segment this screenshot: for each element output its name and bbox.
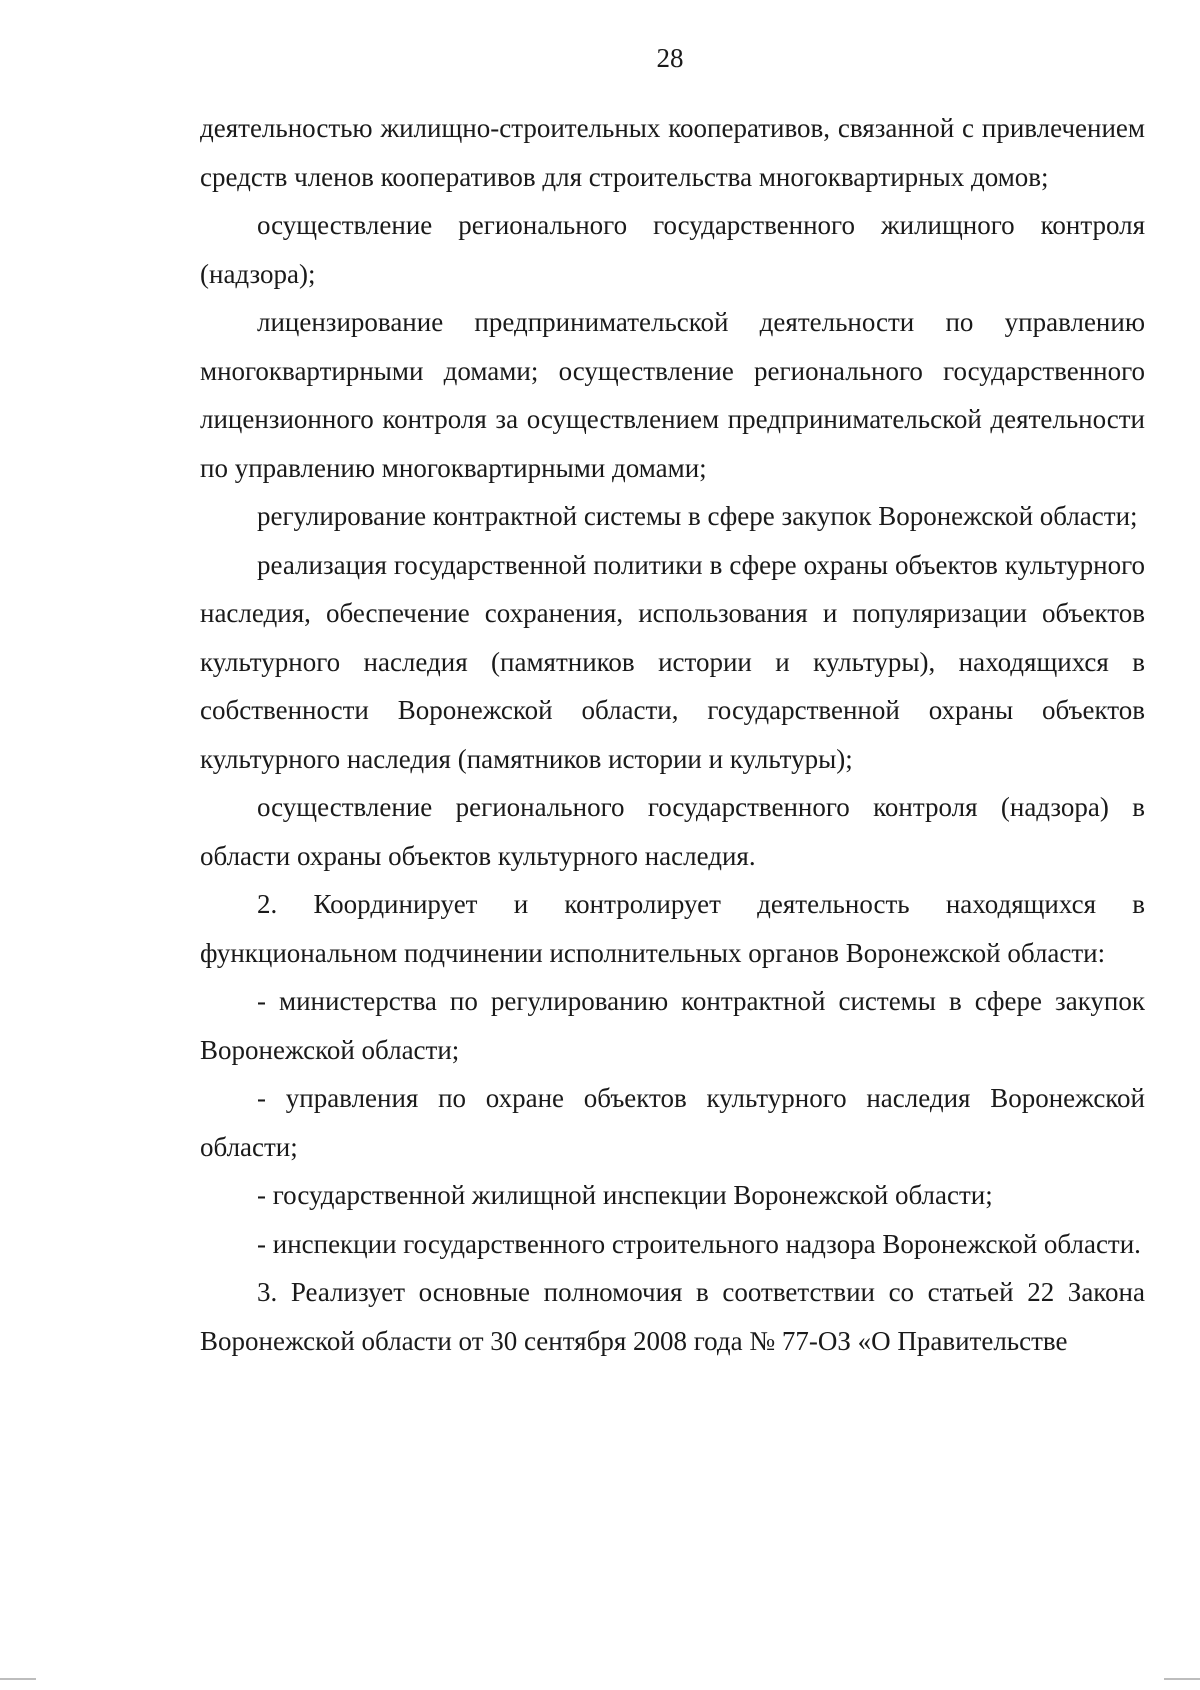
page-number: 28 [656, 43, 684, 73]
paragraph-cultural-heritage-policy: реализация государственной политики в сфере охраны объектов культурного наследия, обеспечение сохранения, использования и популяризации объектов культурного наследия (памятников истории и культуры), находящихся в собственности Воронежской области, государственной охраны объектов культурного наследия (памятников истории и культуры); [200, 549, 1145, 774]
paragraph-item-3: 3. Реализует основные полномочия в соответствии со статьей 22 Закона Воронежской области от 30 сентября 2008 года № 77-ОЗ «О Правительстве [200, 1277, 1145, 1356]
list-item-housing-inspection: - государственной жилищной инспекции Воронежской области; [257, 1180, 993, 1210]
document-body [200, 104, 1145, 1365]
paragraph-licensing: лицензирование предпринимательской деятельности по управлению многоквартирными домами; осуществление регионального государственного лицензионного контроля за осуществлением предпринимательской деятельности по управлению многоквартирными домами; [200, 307, 1145, 483]
paragraph-coordination-item-2: 2. Координирует и контролирует деятельность находящихся в функциональном подчинении исполнительных органов Воронежской области: [200, 889, 1145, 968]
paragraph-housing-cooperatives: деятельностью жилищно-строительных кооперативов, связанной с привлечением средств членов кооперативов для строительства многоквартирных домов; [200, 113, 1145, 192]
paragraph-cultural-heritage-control: осуществление регионального государственного контроля (надзора) в области охраны объектов культурного наследия. [200, 792, 1145, 871]
paragraph-procurement-regulation: регулирование контрактной системы в сфере закупок Воронежской области; [257, 501, 1138, 531]
list-item-construction-inspection: - инспекции государственного строительного надзора Воронежской области. [257, 1228, 1141, 1259]
paragraph-housing-control: осуществление регионального государственного жилищного контроля (надзора); [200, 210, 1145, 289]
scan-edge-mark-left [0, 1678, 36, 1680]
list-item-procurement-ministry: - министерства по регулированию контрактной системы в сфере закупок Воронежской области; [200, 986, 1145, 1065]
scan-edge-mark-right [1164, 1678, 1200, 1680]
list-item-heritage-department: - управления по охране объектов культурного наследия Воронежской области; [200, 1083, 1145, 1162]
